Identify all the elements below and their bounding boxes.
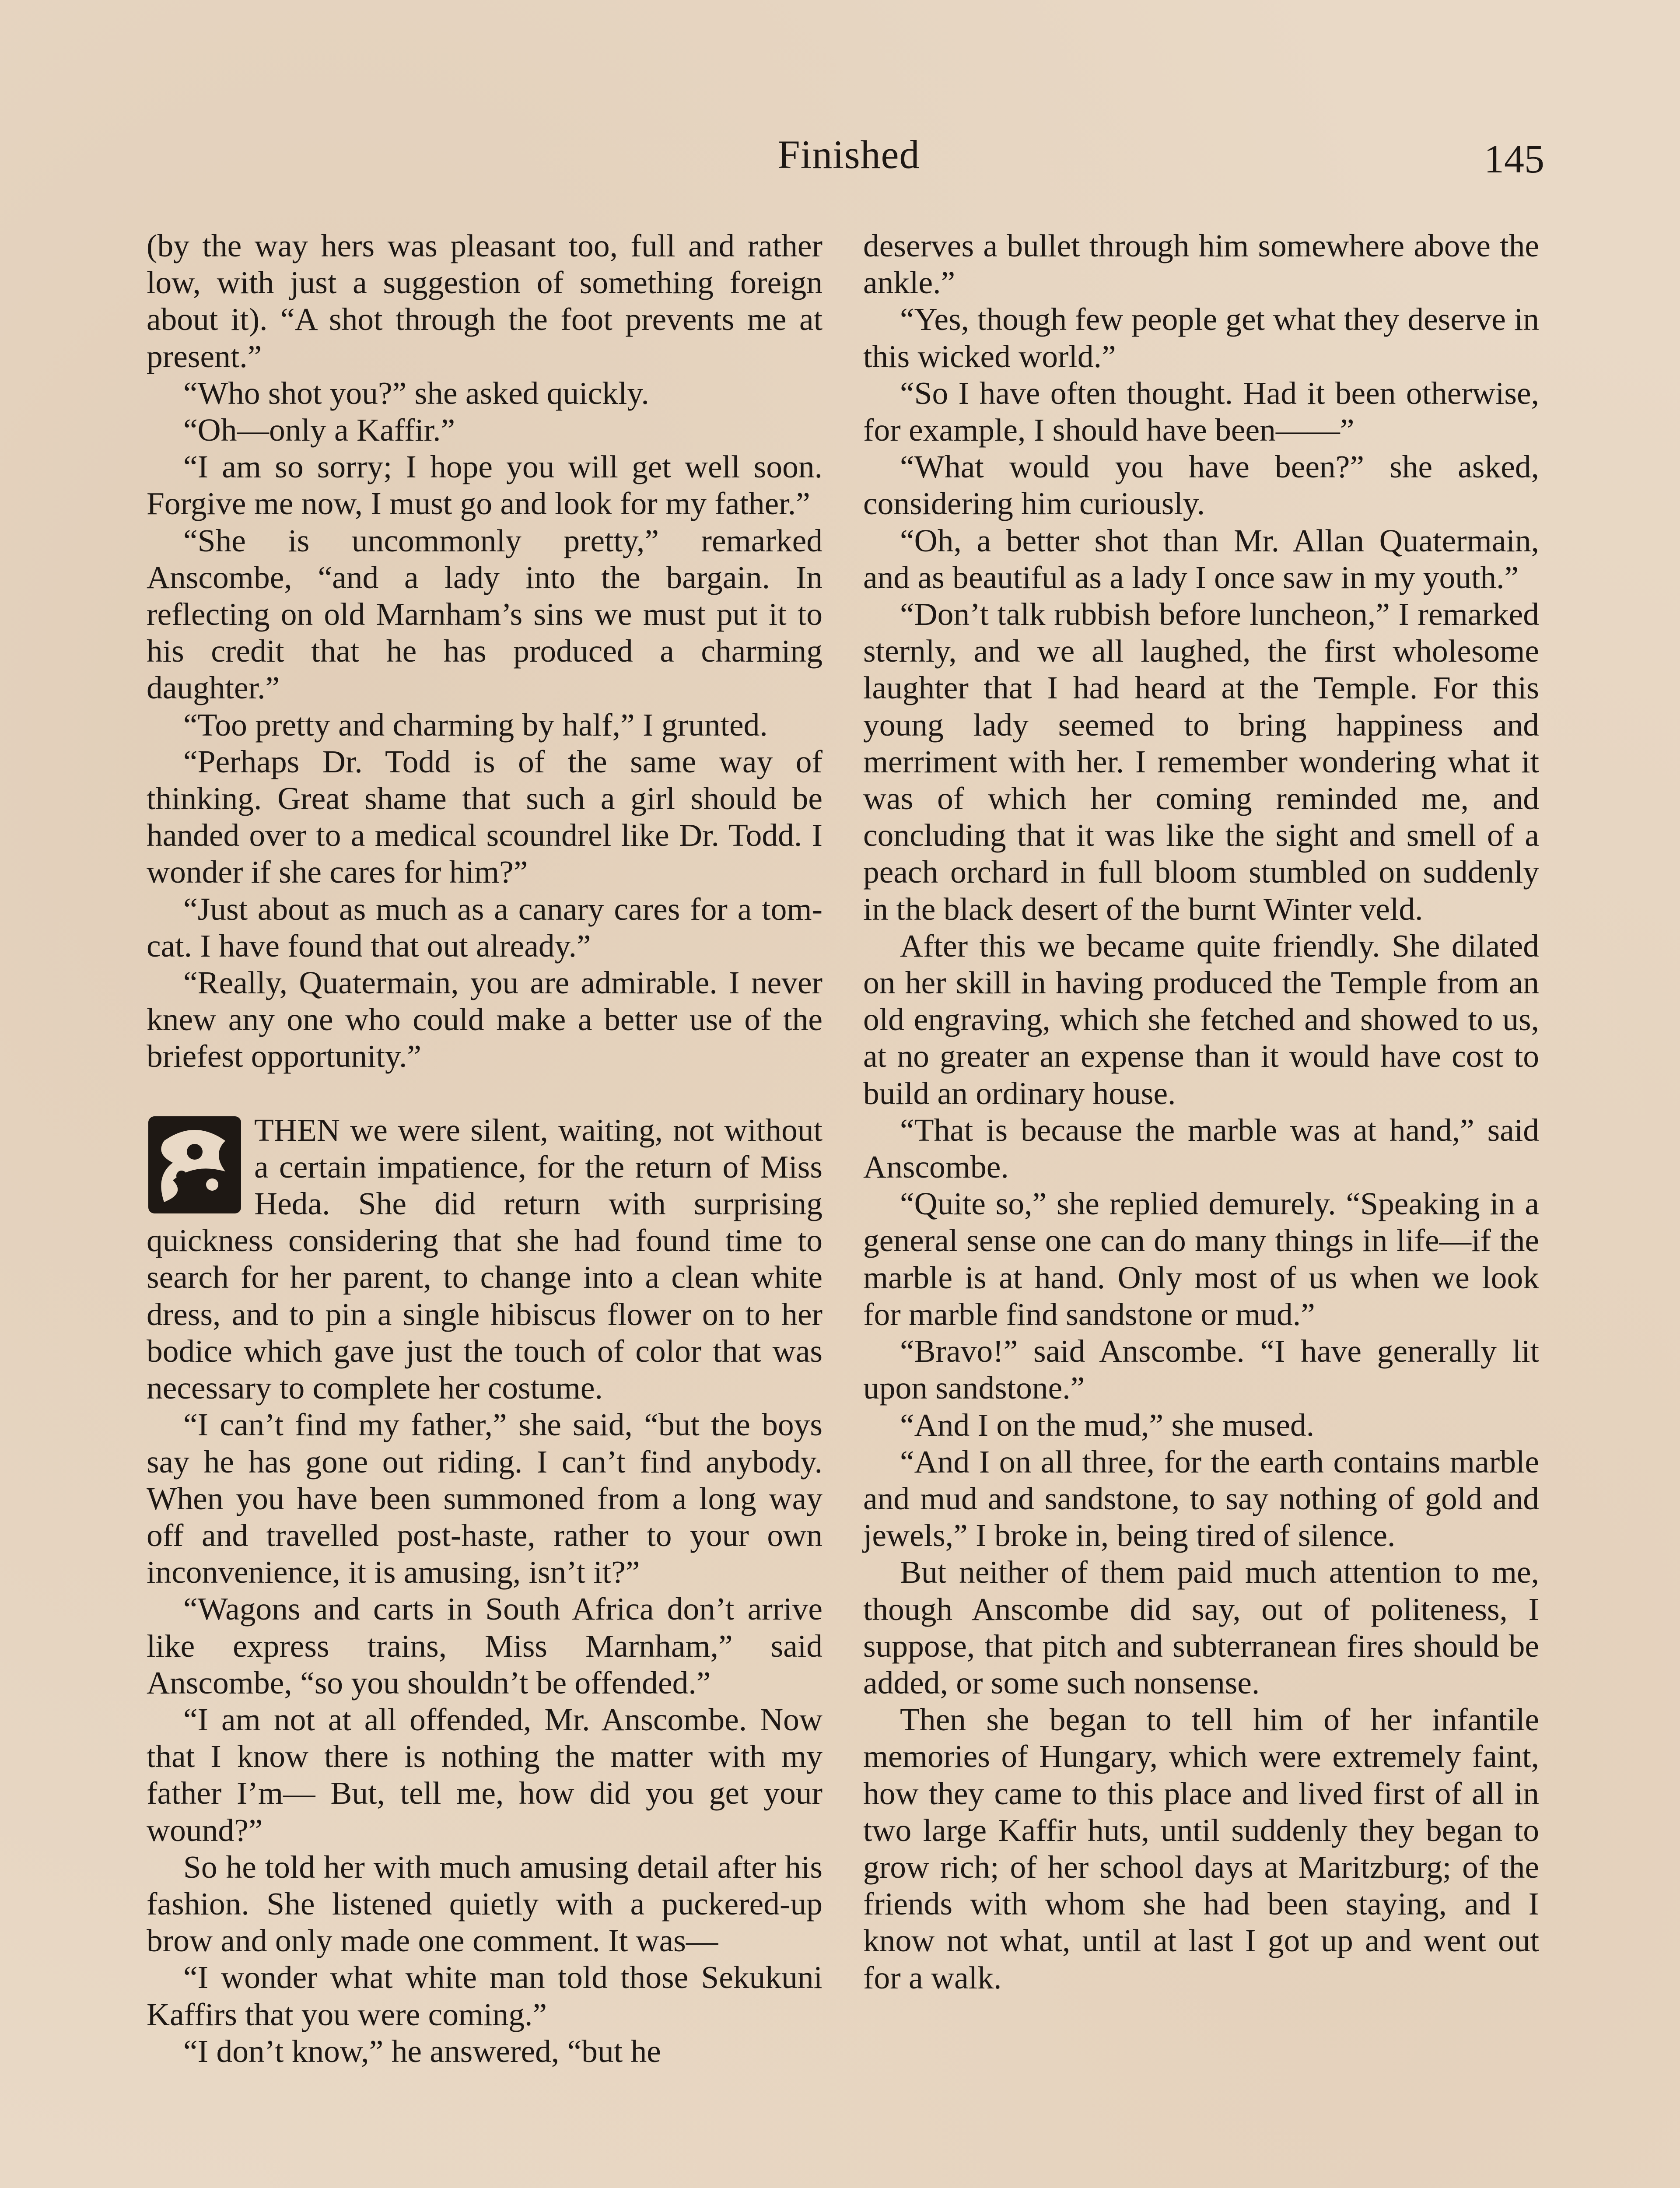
paragraph: “So I have often thought. Had it been otherwise, for example, I should have been——”: [863, 375, 1539, 448]
paragraph: “Oh—only a Kaffir.”: [183, 412, 455, 448]
ornamental-dropcap-icon: [147, 1115, 243, 1215]
paragraph: “And I on the mud,” she mused.: [900, 1407, 1315, 1443]
paragraph: “I am so sorry; I hope you will get well soon. Forgive me now, I must go and look for my father.”: [147, 449, 822, 522]
paragraph: “And I on all three, for the earth contains marble and mud and sandstone, to say nothing of gold and jewels,” I broke in, being tired of silence.: [863, 1444, 1539, 1553]
paragraph: “Don’t talk rubbish before luncheon,” I remarked sternly, and we all laughed, the first wholesome laughter that I had heard at the Temple. For this young lady seemed to bring happiness and merriment with her. I remember wondering what it was of which her coming reminded me, and concluding that it was like the sight and smell of a peach orchard in full bloom stumbled on suddenly in the black desert of the burnt Winter veld.: [863, 596, 1539, 927]
paragraph: “I can’t find my father,” she said, “but the boys say he has gone out riding. I can’t find anybody. When you have been summoned from a long way off and travelled post-haste, rather to your own inconvenience, it is amusing, isn’t it?”: [147, 1407, 822, 1590]
paragraph: “Just about as much as a canary cares for a tom-cat. I have found that out already.”: [147, 891, 822, 964]
paragraph: THEN we were silent, waiting, not without a certain impatience, for the return of Miss Heda. She did return with surprising quickness considering that she had found time to search for her parent, to change into a clean white dress, and to pin a single hibiscus flower on to her bodice which gave just the touch of color that was necessary to complete her costume.: [147, 1112, 822, 1406]
paragraph: “Quite so,” she replied demurely. “Speaking in a general sense one can do many things in life—if the marble is at hand. Only most of us when we look for marble find sandstone or mud.”: [863, 1186, 1539, 1332]
paragraph: “Really, Quatermain, you are admirable. I never knew any one who could make a better use of the briefest opportunity.”: [147, 965, 822, 1074]
paragraph: So he told her with much amusing detail after his fashion. She listened quietly with a puckered-up brow and only made one comment. It was—: [147, 1849, 822, 1959]
paragraph: “Too pretty and charming by half,” I grunted.: [183, 707, 768, 743]
right-column: [863, 228, 1539, 1996]
paragraph: “I wonder what white man told those Sekukuni Kaffirs that you were coming.”: [147, 1960, 822, 2032]
section-break-paragraph: [147, 1112, 822, 1407]
paragraph: “That is because the marble was at hand,” said Anscombe.: [863, 1112, 1539, 1185]
paragraph: Then she began to tell him of her infantile memories of Hungary, which were extremely faint, how they came to this place and lived first of all in two large Kaffir huts, until suddenly they began to grow rich; of her school days at Maritzburg; of the friends with whom she had been staying, and I know not what, until at last I got up and went out for a walk.: [863, 1702, 1539, 1995]
paragraph: “Who shot you?” she asked quickly.: [183, 375, 649, 411]
paragraph: “Yes, though few people get what they deserve in this wicked world.”: [863, 302, 1539, 374]
paragraph: “She is uncommonly pretty,” remarked Anscombe, “and a lady into the bargain. In reflecting on old Marnham’s sins we must put it to his credit that he has produced a charming daughter.”: [147, 522, 822, 706]
paragraph: “Wagons and carts in South Africa don’t arrive like express trains, Miss Marnham,” said Anscombe, “so you shouldn’t be offended.”: [147, 1591, 822, 1701]
paragraph: “Bravo!” said Anscombe. “I have generally lit upon sandstone.”: [863, 1333, 1539, 1406]
paragraph: After this we became quite friendly. She dilated on her skill in having produced the Temple from an old engraving, which she fetched and showed to us, at no greater an expense than it would have cost to build an ordinary house.: [863, 928, 1539, 1111]
left-column: [147, 228, 822, 2070]
paragraph: “I don’t know,” he answered, “but he: [183, 2033, 661, 2069]
paragraph: deserves a bullet through him somewhere above the ankle.”: [863, 228, 1539, 301]
paragraph: “I am not at all offended, Mr. Anscombe. Now that I know there is nothing the matter with my father I’m— But, tell me, how did you get your wound?”: [147, 1701, 822, 1848]
paragraph: “Perhaps Dr. Todd is of the same way of thinking. Great shame that such a girl should be handed over to a medical scoundrel like Dr. Todd. I wonder if she cares for him?”: [147, 743, 822, 890]
paragraph: “Oh, a better shot than Mr. Allan Quatermain, and as beautiful as a lady I once saw in my youth.”: [863, 522, 1539, 595]
paragraph: (by the way hers was pleasant too, full and rather low, with just a suggestion of something foreign about it). “A shot through the foot prevents me at present.”: [147, 228, 822, 374]
paragraph: But neither of them paid much attention to me, though Anscombe did say, out of politeness, I suppose, that pitch and subterranean fires should be added, or some such nonsense.: [863, 1554, 1539, 1701]
paragraph: “What would you have been?” she asked, considering him curiously.: [863, 449, 1539, 522]
page-number: 145: [1484, 137, 1544, 181]
running-head-title: Finished: [777, 132, 920, 177]
